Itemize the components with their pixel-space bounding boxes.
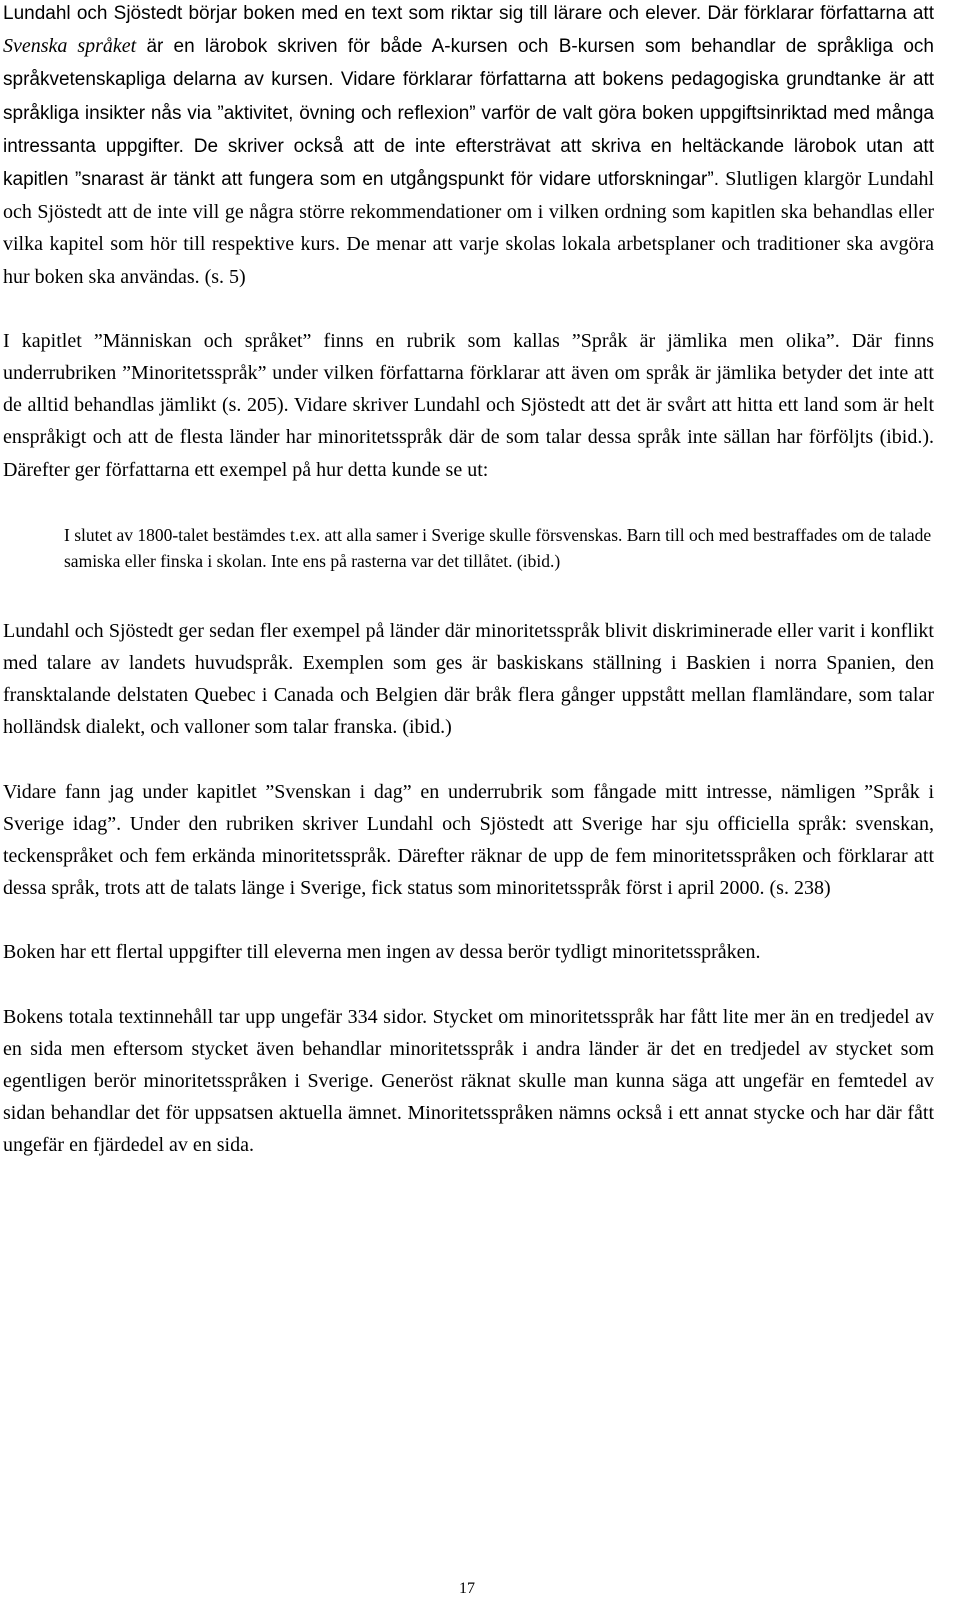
paragraph-examples: Lundahl och Sjöstedt ger sedan fler exempel på länder där minoritetsspråk blivit diskriminerade eller varit i konflikt med talare av landets huvudspråk. Exemplen som ges är baskiskans ställning i Baskien i norra Spanien, den fransktalande delstaten Quebec i Canada och Belgien där bråk flera gånger uppstått mellan flamländare, som talar holländsk dialekt, och valloner som talar franska. (ibid.) — [3, 619, 934, 739]
paragraph-intro-part-b: är en lärobok skriven för både A-kursen och B-kursen som behandlar de språkliga och språkvetenskapliga delarna av kursen. Vidare förklarar författarna att bokens pedagogiska grundtanke är att språkliga insikter nås via ”aktivitet, övning och reflexion” varför de valt göra boken uppgiftsinriktad med många intressanta uppgifter. De skriver också att de inte eftersträvat att skriva en heltäckande lärobok utan att kapitlen ”snarast är tänkt att fungera som en utgångspunkt för vidare utforskningar”. — [3, 36, 934, 191]
page-number: 17 — [459, 1580, 475, 1597]
book-title: Svenska språket — [3, 35, 137, 58]
paragraph-page-count: Bokens totala textinnehåll tar upp ungefär 334 sidor. Stycket om minoritetsspråk har fått lite mer än en tredjedel av en sida men eftersom stycket även behandlar minoritetsspråk i andra länder är det en tredjedel av stycket som egentligen berör minoritetsspråken i Sverige. Generöst räknat skulle man kunna säga att ungefär en femtedel av sidan behandlar det för uppsatsen aktuella ämnet. Minoritetsspråken nämns också i ett annat stycke och har där fått ungefär en fjärdedel av en sida. — [3, 1005, 934, 1157]
paragraph-swedish-today: Vidare fann jag under kapitlet ”Svenskan i dag” en underrubrik som fångade mitt intresse, nämligen ”Språk i Sverige idag”. Under den rubriken skriver Lundahl och Sjöstedt att Sverige har sju officiella språk: svenskan, teckenspråket och fem erkända minoritetsspråk. Därefter räknar de upp de fem minoritetsspråken och förklarar att dessa språk, trots att de talats länge i Sverige, fick status som minoritetsspråk först i april 2000. (s. 238) — [3, 780, 934, 900]
paragraph-minority-chapter: I kapitlet ”Människan och språket” finns en rubrik som kallas ”Språk är jämlika men olika”. Där finns underrubriken ”Minoritetsspråk” under vilken författarna förklarar att även om språk är jämlika betyder det inte att de alltid behandlas jämlikt (s. 205). Vidare skriver Lundahl och Sjöstedt att det är svårt att hitta ett land som är helt enspråkigt och att de flesta länder har minoritetsspråk där de som talar dessa språk inte sällan har förföljts (ibid.). Därefter ger författarna ett exempel på hur detta kunde se ut: — [3, 329, 934, 481]
paragraph-intro-part-a: Lundahl och Sjöstedt börjar boken med en text som riktar sig till lärare och elever. Där förklarar författarna att — [3, 3, 934, 24]
document-page — [3, 0, 934, 1162]
paragraph-intro-part-c: Slutligen klargör Lundahl och Sjöstedt att de inte vill ge några större rekommendationer om i vilken ordning som kapitlen ska behandlas eller vilka kapitel som hör till respektive kurs. De menar att varje skolas lokala arbetsplaner och traditioner ska avgöra hur boken ska användas. (s. 5) — [3, 168, 934, 288]
paragraph-intro — [3, 0, 934, 293]
paragraph-assignments: Boken har ett flertal uppgifter till eleverna men ingen av dessa berör tydligt minoritetsspråken. — [3, 941, 761, 964]
block-quote: I slutet av 1800-talet bestämdes t.ex. att alla samer i Sverige skulle försvenskas. Barn till och med bestraffades om de talade samiska eller finska i skolan. Inte ens på rasterna var det tillåtet. (ibid.) — [64, 524, 932, 571]
